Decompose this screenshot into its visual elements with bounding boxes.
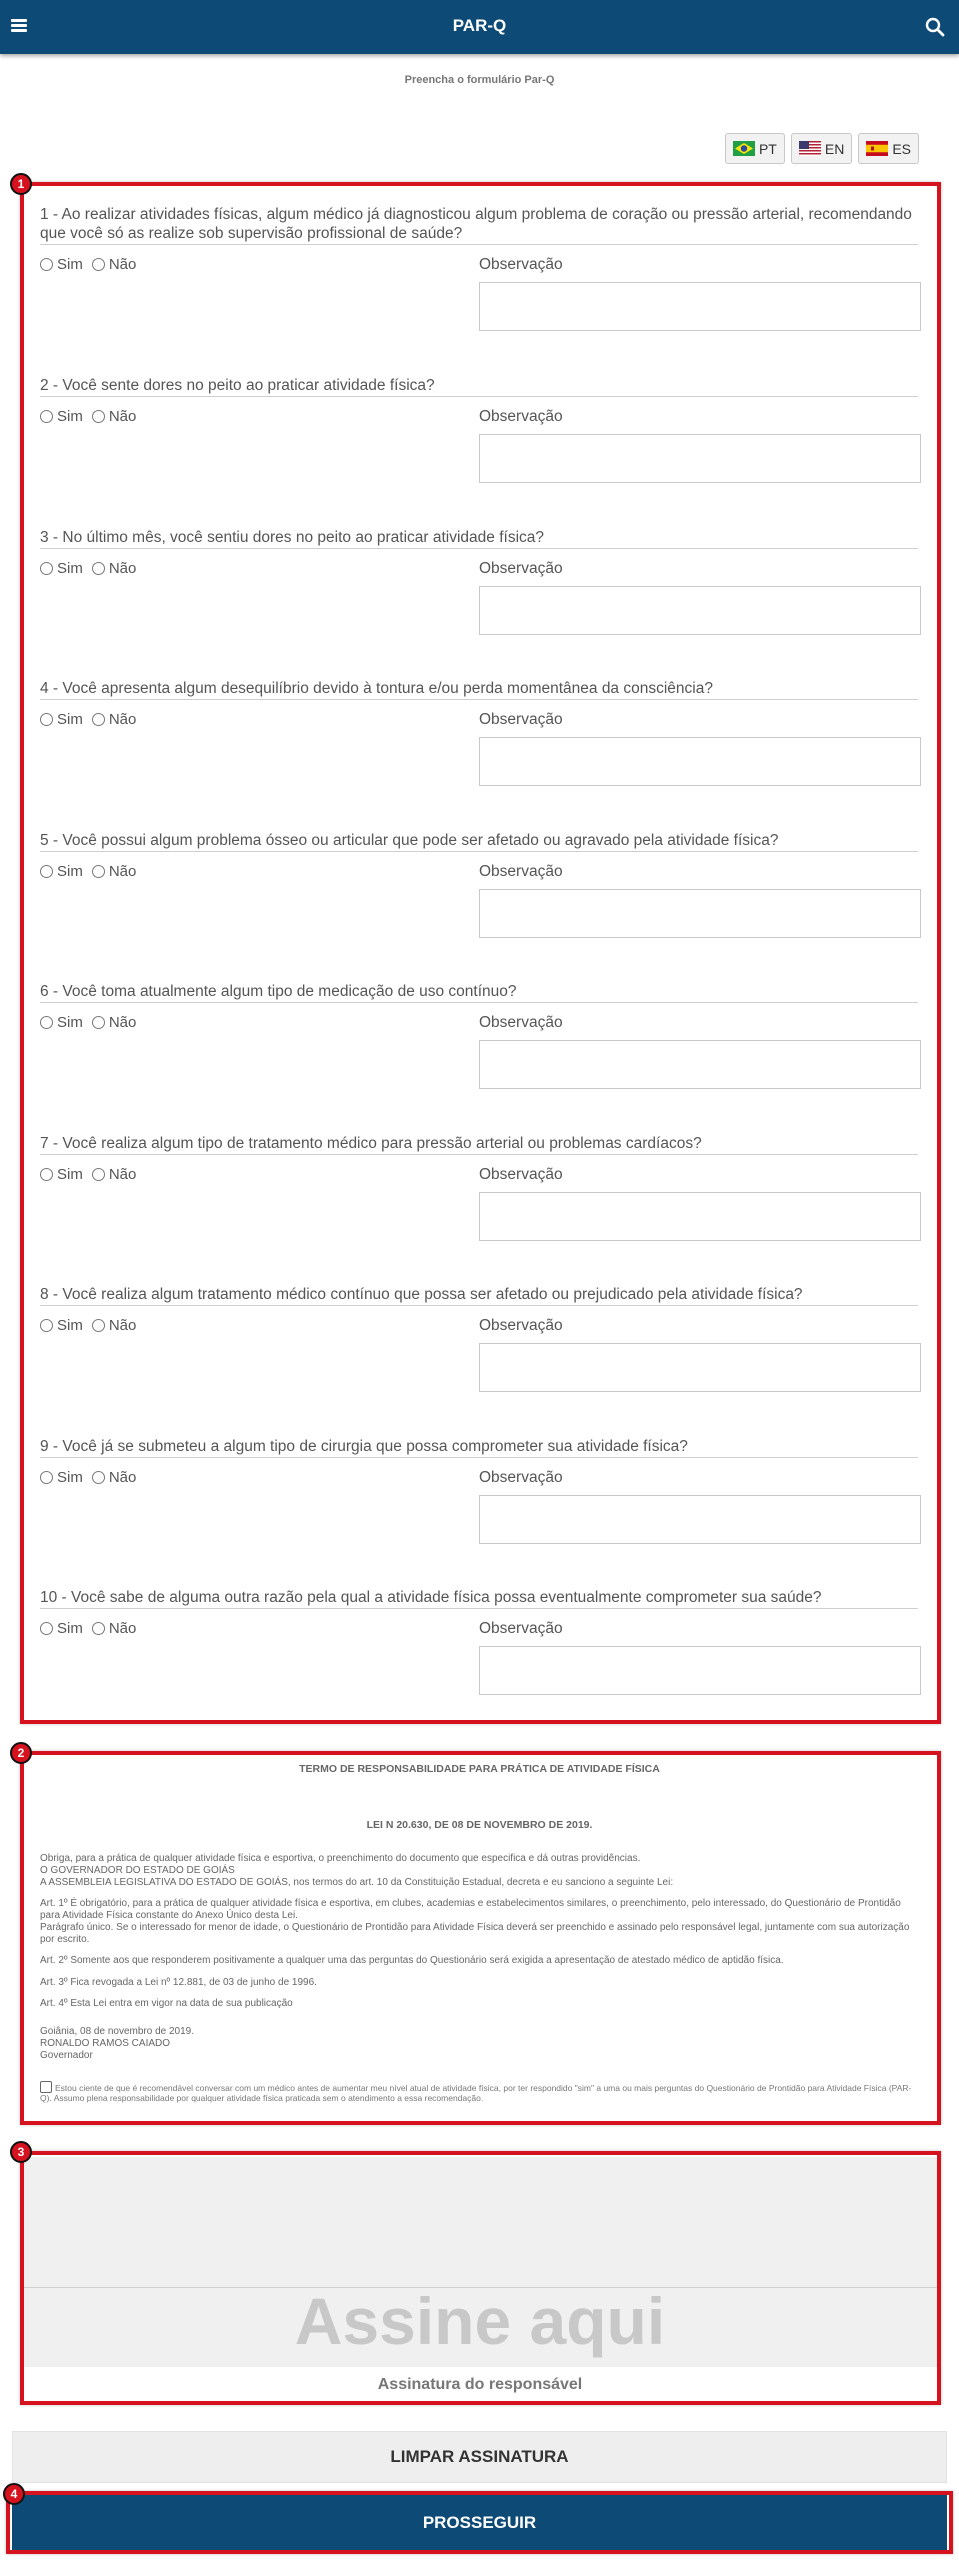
badge-1: 1	[10, 173, 32, 195]
lang-label-en: EN	[824, 140, 845, 157]
observation-input[interactable]	[479, 737, 921, 786]
question-9-options	[40, 1469, 145, 1486]
question-10: 10 - Você sabe de alguma outra razão pela qual a atividade física possa eventualmente comprometer sua saúde?	[40, 1588, 918, 1609]
option-sim[interactable]: Sim	[40, 1166, 83, 1183]
lang-label-pt: PT	[758, 140, 777, 157]
term-paragraph: O GOVERNADOR DO ESTADO DE GOIÁS	[40, 1865, 235, 1876]
radio-sim[interactable]	[40, 1622, 53, 1635]
option-nao[interactable]: Não	[92, 711, 137, 728]
radio-sim[interactable]	[40, 713, 53, 726]
radio-sim[interactable]	[40, 410, 53, 423]
signature-caption: Assinatura do responsável	[377, 2376, 583, 2393]
option-sim[interactable]: Sim	[40, 1317, 83, 1334]
radio-sim[interactable]	[40, 562, 53, 575]
term-article-3: Art. 3º Fica revogada a Lei nº 12.881, de 03 de junho de 1996.	[40, 1977, 317, 1988]
observation-input[interactable]	[479, 1192, 921, 1241]
option-sim[interactable]: Sim	[40, 408, 83, 425]
radio-nao[interactable]	[92, 1016, 105, 1029]
observation-input[interactable]	[479, 1343, 921, 1392]
observation-input[interactable]	[479, 1495, 921, 1544]
lang-button-es[interactable]	[858, 133, 919, 164]
radio-sim[interactable]	[40, 1319, 53, 1332]
observation-label: Observação	[479, 408, 563, 425]
radio-nao[interactable]	[92, 258, 105, 271]
option-nao[interactable]: Não	[92, 1620, 137, 1637]
observation-input[interactable]	[479, 282, 921, 331]
question-10-options	[40, 1620, 145, 1637]
menu-icon[interactable]	[11, 19, 27, 32]
option-sim[interactable]: Sim	[40, 560, 83, 577]
signature-box	[20, 2151, 941, 2405]
law-title: LEI N 20.630, DE 08 DE NOVEMBRO DE 2019.	[366, 1819, 593, 1831]
question-1-options	[40, 256, 145, 273]
option-nao[interactable]: Não	[92, 1469, 137, 1486]
radio-nao[interactable]	[92, 1319, 105, 1332]
badge-2: 2	[10, 1742, 32, 1764]
question-6: 6 - Você toma atualmente algum tipo de medicação de uso contínuo?	[40, 982, 918, 1003]
proceed-button[interactable]: PROSSEGUIR	[12, 2495, 947, 2550]
option-nao[interactable]: Não	[92, 408, 137, 425]
observation-input[interactable]	[479, 889, 921, 938]
term-paragraph-unico: Parágrafo único. Se o interessado for menor de idade, o Questionário de Prontidão para Atividade Física deverá ser preenchido e assinado pelo responsável legal, juntamente com sua autorização por escrito.	[40, 1922, 910, 1945]
page-subtitle: Preencha o formulário Par-Q	[404, 74, 555, 86]
term-article-4: Art. 4º Esta Lei entra em vigor na data de sua publicação	[40, 1998, 293, 2009]
badge-4: 4	[3, 2483, 25, 2505]
radio-sim[interactable]	[40, 1016, 53, 1029]
question-7-options	[40, 1166, 145, 1183]
option-sim[interactable]: Sim	[40, 863, 83, 880]
observation-label: Observação	[479, 1620, 563, 1637]
radio-nao[interactable]	[92, 713, 105, 726]
radio-nao[interactable]	[92, 1168, 105, 1181]
question-3: 3 - No último mês, você sentiu dores no peito ao praticar atividade física?	[40, 528, 918, 549]
brazil-flag-icon	[733, 141, 755, 156]
option-nao[interactable]: Não	[92, 256, 137, 273]
lang-label-es: ES	[892, 140, 911, 157]
spain-flag-icon	[866, 141, 888, 156]
option-sim[interactable]: Sim	[40, 1014, 83, 1031]
top-bar	[0, 0, 959, 54]
radio-sim[interactable]	[40, 258, 53, 271]
awareness-checkbox-row[interactable]	[40, 2081, 920, 2103]
option-nao[interactable]: Não	[92, 1317, 137, 1334]
question-2-options	[40, 408, 145, 425]
question-1: 1 - Ao realizar atividades físicas, algum médico já diagnosticou algum problema de coração ou pressão arterial, recomendando que você só as realize sob supervisão profissional de saúde?	[40, 205, 918, 245]
lang-button-en[interactable]	[791, 133, 852, 164]
signature-placeholder: Assine aqui	[294, 2284, 666, 2358]
clear-signature-button[interactable]: LIMPAR ASSINATURA	[12, 2431, 947, 2483]
term-role: Governador	[40, 2050, 93, 2061]
question-8: 8 - Você realiza algum tratamento médico contínuo que possa ser afetado ou prejudicado pela atividade física?	[40, 1285, 918, 1306]
term-paragraph: A ASSEMBLEIA LEGISLATIVA DO ESTADO DE GOIÁS, nos termos do art. 10 da Constituição Estadual, decreta e eu sanciono a seguinte Lei:	[40, 1877, 674, 1888]
question-4-options	[40, 711, 145, 728]
radio-nao[interactable]	[92, 562, 105, 575]
observation-input[interactable]	[479, 1646, 921, 1695]
term-article-2: Art. 2º Somente aos que responderem positivamente a qualquer uma das perguntas do Questionário será exigida a apresentação de atestado médico de aptidão física.	[40, 1955, 784, 1966]
observation-label: Observação	[479, 1317, 563, 1334]
observation-input[interactable]	[479, 434, 921, 483]
radio-nao[interactable]	[92, 1622, 105, 1635]
term-article-1: Art. 1º É obrigatório, para a prática de qualquer atividade física e esportiva, em clubes, academias e estabelecimentos similares, o preenchimento, pelo interessado, do Questionário de Prontidão para Atividade Física constante do Anexo Único desta Lei.	[40, 1898, 901, 1921]
observation-input[interactable]	[479, 1040, 921, 1089]
option-sim[interactable]: Sim	[40, 256, 83, 273]
observation-label: Observação	[479, 1469, 563, 1486]
term-title: TERMO DE RESPONSABILIDADE PARA PRÁTICA DE ATIVIDADE FÍSICA	[299, 1763, 660, 1775]
question-8-options	[40, 1317, 145, 1334]
observation-label: Observação	[479, 256, 563, 273]
observation-label: Observação	[479, 711, 563, 728]
option-nao[interactable]: Não	[92, 1166, 137, 1183]
radio-sim[interactable]	[40, 1168, 53, 1181]
question-4: 4 - Você apresenta algum desequilíbrio devido à tontura e/ou perda momentânea da consciência?	[40, 679, 918, 700]
search-icon[interactable]	[924, 16, 946, 38]
language-selector	[725, 133, 919, 164]
question-3-options	[40, 560, 145, 577]
option-sim[interactable]: Sim	[40, 711, 83, 728]
proceed-box	[6, 2491, 953, 2554]
badge-3: 3	[10, 2141, 32, 2163]
radio-nao[interactable]	[92, 410, 105, 423]
question-7: 7 - Você realiza algum tipo de tratamento médico para pressão arterial ou problemas cardíacos?	[40, 1134, 918, 1155]
question-5-options	[40, 863, 145, 880]
app-title: PAR-Q	[452, 16, 507, 35]
option-nao[interactable]: Não	[92, 560, 137, 577]
radio-sim[interactable]	[40, 1471, 53, 1484]
observation-label: Observação	[479, 863, 563, 880]
term-place-date: Goiânia, 08 de novembro de 2019.	[40, 2026, 194, 2037]
observation-label: Observação	[479, 1014, 563, 1031]
question-2: 2 - Você sente dores no peito ao praticar atividade física?	[40, 376, 918, 397]
awareness-checkbox-label: Estou ciente de que é recomendável conversar com um médico antes de aumentar meu nível atual de atividade física, por ter respondido "sim" a uma ou mais perguntas do Questionário de Prontidão para Atividade Física (PAR-Q). Assumo plena responsabilidade por qualquer atividade física praticada sem o atendimento a essa recomendação.	[40, 2083, 912, 2103]
question-9: 9 - Você já se submeteu a algum tipo de cirurgia que possa comprometer sua atividade física?	[40, 1437, 918, 1458]
radio-nao[interactable]	[92, 865, 105, 878]
term-signer: RONALDO RAMOS CAIADO	[40, 2038, 171, 2049]
observation-label: Observação	[479, 560, 563, 577]
observation-label: Observação	[479, 1166, 563, 1183]
question-5: 5 - Você possui algum problema ósseo ou articular que pode ser afetado ou agravado pela atividade física?	[40, 831, 918, 852]
option-nao[interactable]: Não	[92, 1014, 137, 1031]
option-sim[interactable]: Sim	[40, 1620, 83, 1637]
option-sim[interactable]: Sim	[40, 1469, 83, 1486]
option-nao[interactable]: Não	[92, 863, 137, 880]
usa-flag-icon	[799, 141, 821, 156]
lang-button-pt[interactable]	[725, 133, 785, 164]
observation-input[interactable]	[479, 586, 921, 635]
awareness-checkbox[interactable]	[40, 2081, 52, 2093]
radio-sim[interactable]	[40, 865, 53, 878]
radio-nao[interactable]	[92, 1471, 105, 1484]
question-6-options	[40, 1014, 145, 1031]
term-paragraph: Obriga, para a prática de qualquer atividade física e esportiva, o preenchimento do documento que especifica e dá outras providências.	[40, 1853, 641, 1864]
